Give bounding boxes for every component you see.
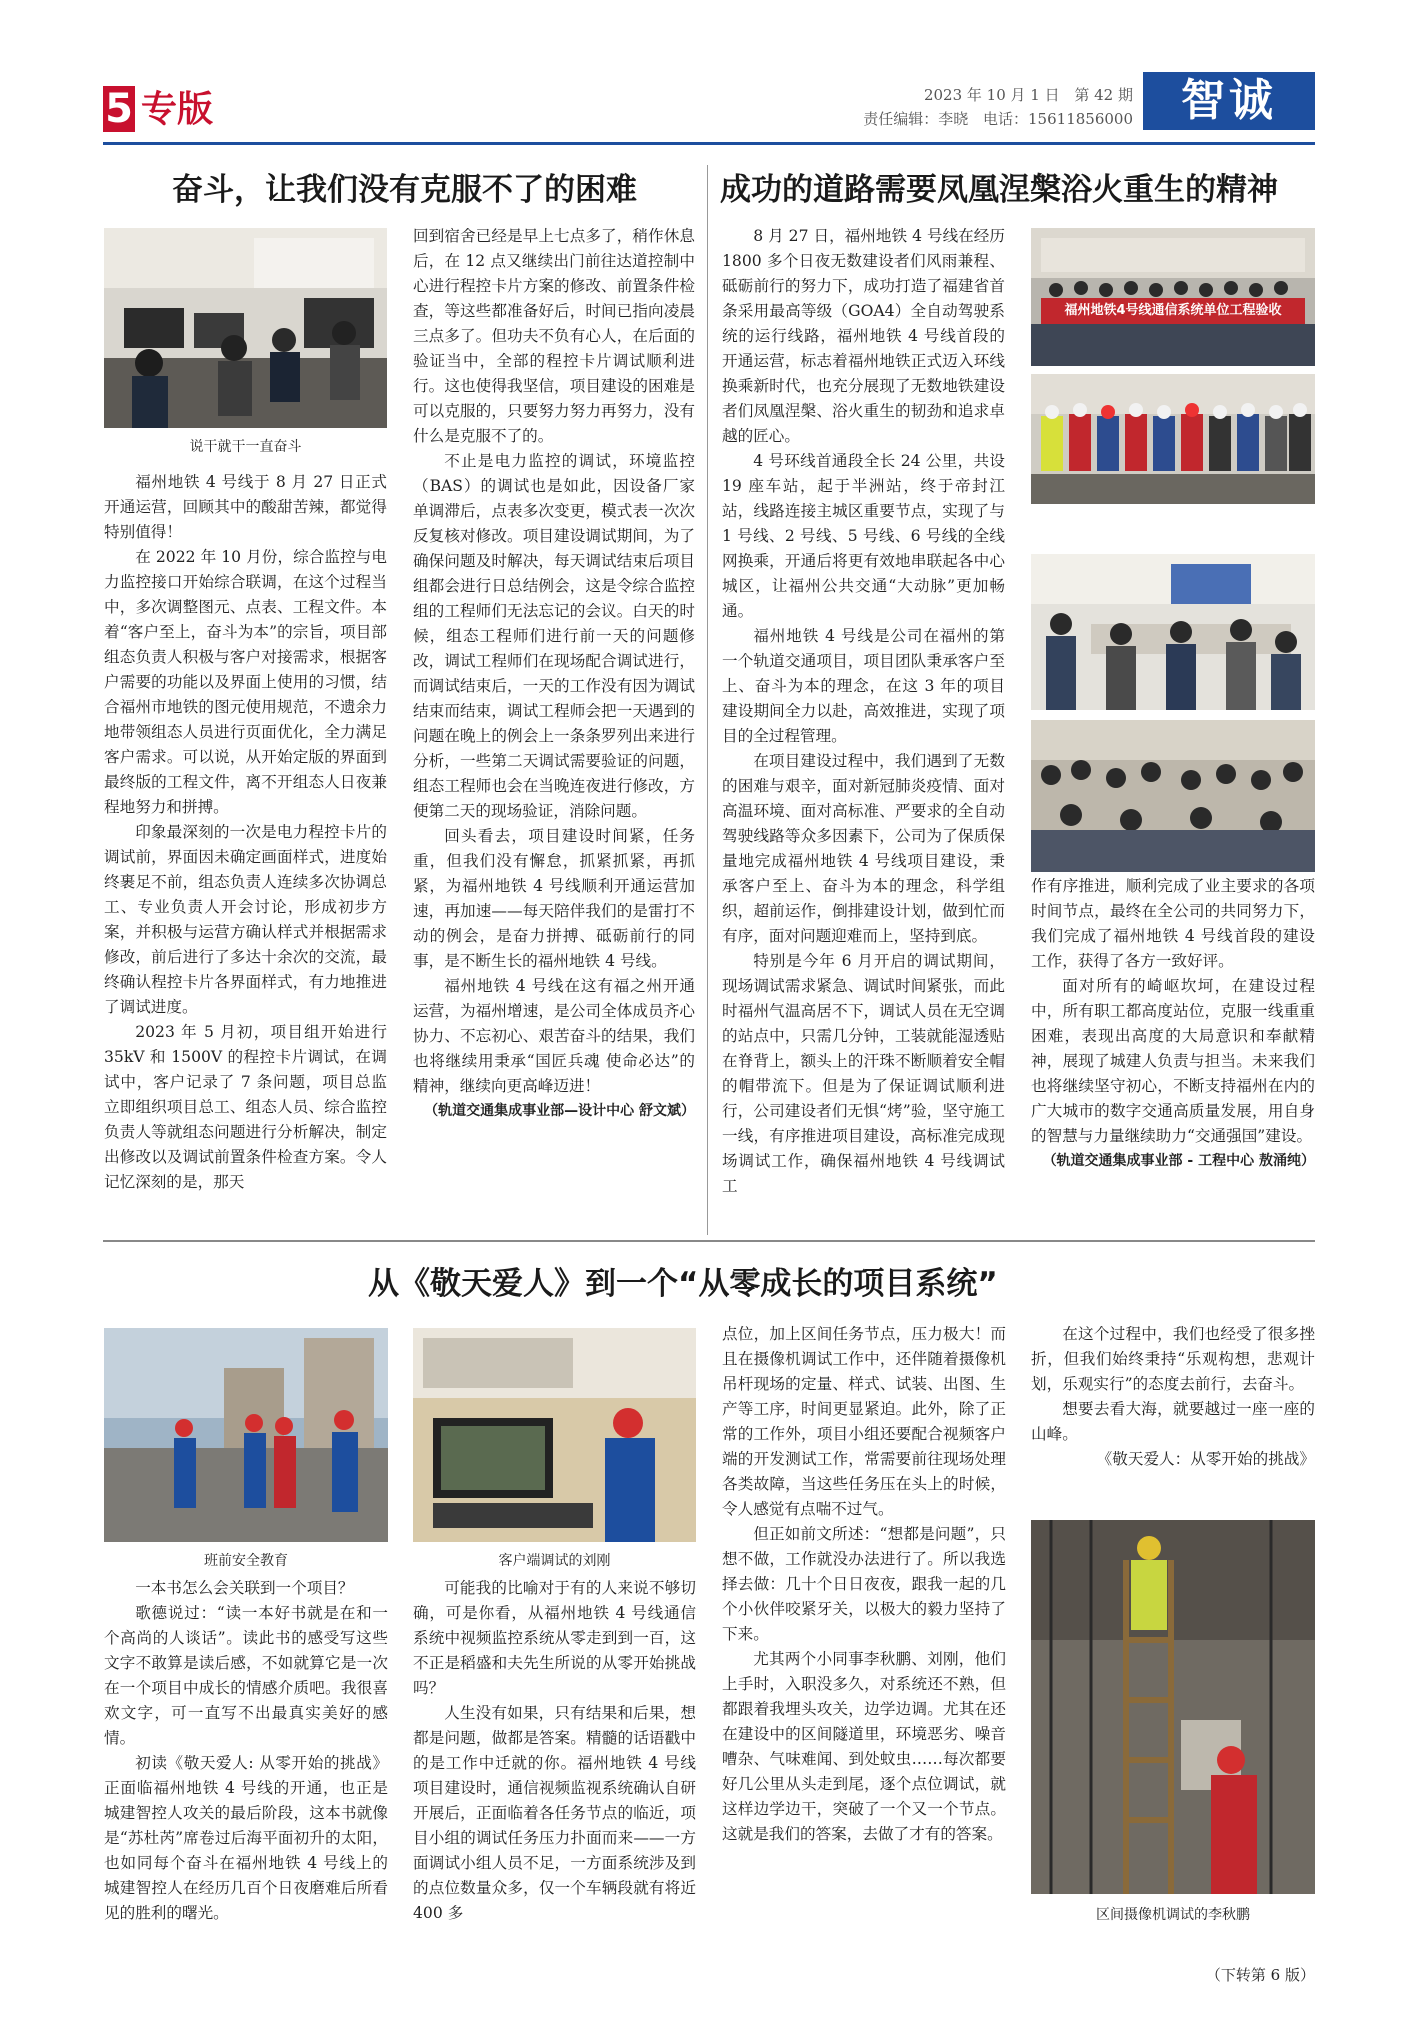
- paragraph: 8 月 27 日，福州地铁 4 号线在经历 1800 多个日夜无数建设者们风雨兼程、砥砺前行的努力下，成功打造了福建省首条采用最高等级（GOA4）全自动驾驶系统的运行线路，福州地铁 4 号线首段的开通运营，标志着福州地铁正式迈入环线换乘新时代，也充分展现了无数地铁建设者们凤凰涅槃、浴火重生的韧劲和追求卓越的匠心。: [722, 227, 1005, 445]
- column-divider: [707, 165, 708, 1235]
- paragraph: 特别是今年 6 月开启的调试期间，现场调试需求紧急、调试时间紧张，而此时福州气温高居不下，调试人员在无空调的站点中，只需几分钟，工装就能湿透贴在脊背上，额头上的汗珠不断顺着安全帽的帽带流下。但是为了保证调试顺利进行，公司建设者们无惧“烤”验，坚守施工一线，有序推进项目建设，高标准完成现场调试工作，确保福州地铁 4 号线调试工: [722, 952, 1005, 1195]
- article2-photo-meeting: [1031, 554, 1315, 710]
- paragraph: 可能我的比喻对于有的人来说不够切确，可是你看，从福州地铁 4 号线通信系统中视频监控系统从零走到到一百，这不正是稻盛和夫先生所说的从零开始挑战吗？: [413, 1579, 696, 1697]
- article1-column-1: [104, 470, 387, 1195]
- article3-column-3: [722, 1322, 1006, 1847]
- masthead: [103, 72, 1315, 140]
- article3-caption-3: 区间摄像机调试的李秋鹏: [1096, 1907, 1250, 1923]
- paragraph: 面对所有的崎岖坎坷，在建设过程中，所有职工都高度站位，克服一线重重困难，表现出高度的大局意识和奉献精神，展现了城建人负责与担当。未来我们也将继续坚守初心，不断支持福州在内的广大城市的数字交通高质量发展，用自身的智慧与力量继续助力“交通强国”建设。: [1031, 977, 1315, 1145]
- article2-column-1: [722, 224, 1005, 1199]
- article3-photo-safety-briefing: [104, 1328, 388, 1542]
- paragraph: 在项目建设过程中，我们遇到了无数的困难与艰辛，面对新冠肺炎疫情、面对高温环境、面对高标准、严要求的全自动驾驶线路等众多因素下，公司为了保质保量地完成福州地铁 4 号线项目建设，秉承客户至上、奋斗为本的理念，科学组织，超前运作，倒排建设计划，做到忙而有序，面对问题迎难而上，坚持到底。: [722, 752, 1005, 945]
- article3-headline: 从《敬天爱人》到一个“从零成长的项目系统”: [368, 1266, 998, 1302]
- paragraph: 歌德说过：“读一本好书就是在和一个高尚的人谈话”。读此书的感受写这些文字不敢算是读后感，不如就算它是一次在一个项目中成长的情感介质吧。我很喜欢文字，可一直写不出最真实美好的感情。: [104, 1604, 388, 1747]
- paragraph: 一本书怎么会关联到一个项目？: [135, 1579, 354, 1597]
- paragraph: 2023 年 5 月初，项目组开始进行 35kV 和 1500V 的程控卡片调试，在调试中，客户记录了 7 条问题，项目总监立即组织项目总工、组态人员、综合监控负责人等就组态问题进行分析解决，制定出修改以及调试前置条件检查方案。令人记忆深刻的是，那天: [104, 1023, 387, 1191]
- editor-info: [853, 108, 1133, 129]
- article2-photo-team: [1031, 720, 1315, 872]
- article1-headline: 奋斗，让我们没有克服不了的困难: [172, 172, 637, 208]
- paragraph: 4 号环线首通段全长 24 公里，共设 19 座车站，起于半洲站，终于帝封江站，线路连接主城区重要节点，实现了与 1 号线、2 号线、5 号线、6 号线的全线网换乘，开通后将更有效地串联起各中心城区，让福州公共交通“大动脉”更加畅通。: [722, 452, 1005, 620]
- section-divider: [103, 1240, 1315, 1242]
- editor-name: 责任编辑：李晓: [863, 110, 969, 128]
- paragraph: 作有序推进，顺利完成了业主要求的各项时间节点，最终在全公司的共同努力下，我们完成了福州地铁 4 号线首段的建设工作，获得了各方一致好评。: [1031, 877, 1315, 970]
- article3-column-2: [413, 1576, 696, 1926]
- article2-photo-group: [1031, 374, 1315, 504]
- paragraph: 回到宿舍已经是早上七点多了，稍作休息后，在 12 点又继续出门前往达道控制中心进行程控卡片方案的修改、前置条件检查，等这些都准备好后，时间已指向凌晨三点多了。但功夫不负有心人，在后面的验证当中，全部的程控卡片调试顺利进行。这也使得我坚信，项目建设的困难是可以克服的，只要努力努力再努力，没有什么是克服不了的。: [413, 227, 695, 445]
- paragraph: 点位，加上区间任务节点，压力极大！而且在摄像机调试工作中，还伴随着摄像机吊杆现场的定量、样式、试装、出图、生产等工序，时间更显紧迫。此外，除了正常的工作外，项目小组还要配合视频客户端的开发测试工作，常需要前往现场处理各类故障，当这些任务压在头上的时候，令人感觉有点喘不过气。: [722, 1325, 1006, 1518]
- article3-column-4: [1031, 1322, 1315, 1472]
- issue-info: [914, 84, 1133, 105]
- paragraph: 印象最深刻的一次是电力程控卡片的调试前，界面因未确定画面样式，进度始终裹足不前，组态负责人连续多次协调总工、专业负责人开会讨论，形成初步方案，并积极与运营方确认样式并根据需求修改，前后进行了多达十余次的交流，最终确认程控卡片各界面样式，有力地推进了调试进度。: [104, 823, 387, 1016]
- article2-photo-banner: [1031, 228, 1315, 366]
- paragraph: 在这个过程中，我们也经受了很多挫折，但我们始终秉持“乐观构想，悲观计划，乐观实行”的态度去前行，去奋斗。: [1031, 1325, 1315, 1393]
- paragraph: 尤其两个小同事李秋鹏、刘刚，他们上手时，入职没多久，对系统还不熟，但都跟着我埋头攻关，边学边调。尤其在还在建设中的区间隧道里，环境恶劣、噪音嘈杂、气味难闻、到处蚊虫……每次都要好几公里从头走到尾，逐个点位调试，就这样边学边干，突破了一个又一个节点。这就是我们的答案，去做了才有的答案。: [722, 1650, 1006, 1843]
- article3-photo-client-debug: [413, 1328, 696, 1542]
- article2-column-2: [1031, 874, 1315, 1174]
- paragraph: 福州地铁 4 号线在这有福之州开通运营，为福州增速，是公司全体成员齐心协力、不忘初心、艰苦奋斗的结果，我们也将继续用秉承“国匠兵魂 使命必达”的精神，继续向更高峰迈进！: [413, 977, 695, 1095]
- paragraph: 在 2022 年 10 月份，综合监控与电力监控接口开始综合联调，在这个过程当中，多次调整图元、点表、工程文件。本着“客户至上，奋斗为本”的宗旨，项目部组态负责人积极与客户对接需求，根据客户需要的功能以及界面上使用的习惯，结合福州市地铁的图元使用规范，不遗余力地带领组态人员进行页面优化，全力满足客户需求。可以说，从开始定版的界面到最终版的工程文件，离不开组态人日夜兼程地努力和拼搏。: [104, 548, 387, 816]
- paragraph: 福州地铁 4 号线于 8 月 27 日正式开通运营，回顾其中的酸甜苦辣，都觉得特别值得！: [104, 473, 387, 541]
- article1-column-2: [413, 224, 695, 1124]
- article3-column-1: [104, 1576, 388, 1926]
- issue-number: 第 42 期: [1074, 86, 1133, 104]
- article2-headline: 成功的道路需要凤凰涅槃浴火重生的精神: [720, 172, 1278, 208]
- page-number: 5: [103, 86, 135, 132]
- paragraph: 但正如前文所述：“想都是问题”，只想不做，工作就没办法进行了。所以我选择去做：几十个日日夜夜，跟我一起的几个小伙伴咬紧牙关，以极大的毅力坚持了下来。: [722, 1525, 1006, 1643]
- banner-text: 福州地铁4号线通信系统单位工程验收: [1064, 303, 1282, 318]
- paragraph: 福州地铁 4 号线是公司在福州的第一个轨道交通项目，项目团队秉承客户至上、奋斗为本的理念，在这 3 年的项目建设期间全力以赴，高效推进，实现了项目的全过程管理。: [722, 627, 1005, 745]
- paragraph: 回头看去，项目建设时间紧，任务重，但我们没有懈怠，抓紧抓紧，再抓紧，为福州地铁 4 号线顺利开通运营加速，再加速——每天陪伴我们的是雷打不动的例会，是奋力拼搏、砥砺前行的同事，是不断生长的福州地铁 4 号线。: [413, 827, 695, 970]
- paragraph: 想要去看大海，就要越过一座一座的山峰。: [1031, 1400, 1315, 1443]
- paragraph: 初读《敬天爱人: 从零开始的挑战》正面临福州地铁 4 号线的开通，也正是城建智控人攻关的最后阶段，这本书就像是“苏杜芮”席卷过后海平面初升的太阳，也如同每个奋斗在福州地铁 4 号线上的城建智控人在经历几百个日夜磨难后所看见的胜利的曙光。: [104, 1754, 388, 1922]
- quote-source: 《敬天爱人：从零开始的挑战》: [1096, 1450, 1315, 1468]
- editor-phone: 电话：15611856000: [983, 110, 1133, 128]
- article3-caption-2: 客户端调试的刘刚: [498, 1553, 611, 1569]
- continued-note: （下转第 6 版）: [1205, 1966, 1315, 1984]
- article2-signature: （轨道交通集成事业部 - 工程中心 敖涌纯）: [1042, 1153, 1315, 1169]
- article1-photo-caption: 说干就干一直奋斗: [189, 439, 302, 455]
- paragraph: 人生没有如果，只有结果和后果，想都是问题，做都是答案。精髓的话语戳中的是工作中迁就的你。福州地铁 4 号线项目建设时，通信视频监视系统确认自研开展后，正面临着各任务节点的临近，项目小组的调试任务压力扑面而来——一方面调试小组人员不足，一方面系统涉及到的点位数量众多，仅一个车辆段就有将近 400 多: [413, 1704, 696, 1922]
- section-title: 专版: [141, 89, 214, 130]
- article3-photo-tunnel-camera: [1031, 1520, 1315, 1894]
- issue-date: 2023 年 10 月 1 日: [923, 86, 1060, 104]
- brand-logo: 智诚: [1143, 72, 1315, 130]
- article3-caption-1: 班前安全教育: [204, 1553, 288, 1569]
- masthead-rule: [103, 142, 1315, 145]
- article1-photo: [104, 228, 387, 428]
- paragraph: 不止是电力监控的调试，环境监控（BAS）的调试也是如此，因设备厂家单调滞后，点表多次变更，模式表一次次反复核对修改。项目建设调试期间，为了确保问题及时解决，每天调试结束后项目组都会进行日总结例会，这是令综合监控组的工程师们无法忘记的会议。白天的时候，组态工程师们进行前一天的问题修改，调试工程师们在现场配合调试进行，而调试结束后，一天的工作没有因为调试结束而结束，调试工程师会把一天遇到的问题在晚上的例会上一条条罗列出来进行分析，一些第二天调试需要验证的问题，组态工程师也会在当晚连夜进行修改，方便第二天的现场验证，消除问题。: [413, 452, 695, 820]
- article1-signature: （轨道交通集成事业部—设计中心 舒文斌）: [424, 1103, 695, 1119]
